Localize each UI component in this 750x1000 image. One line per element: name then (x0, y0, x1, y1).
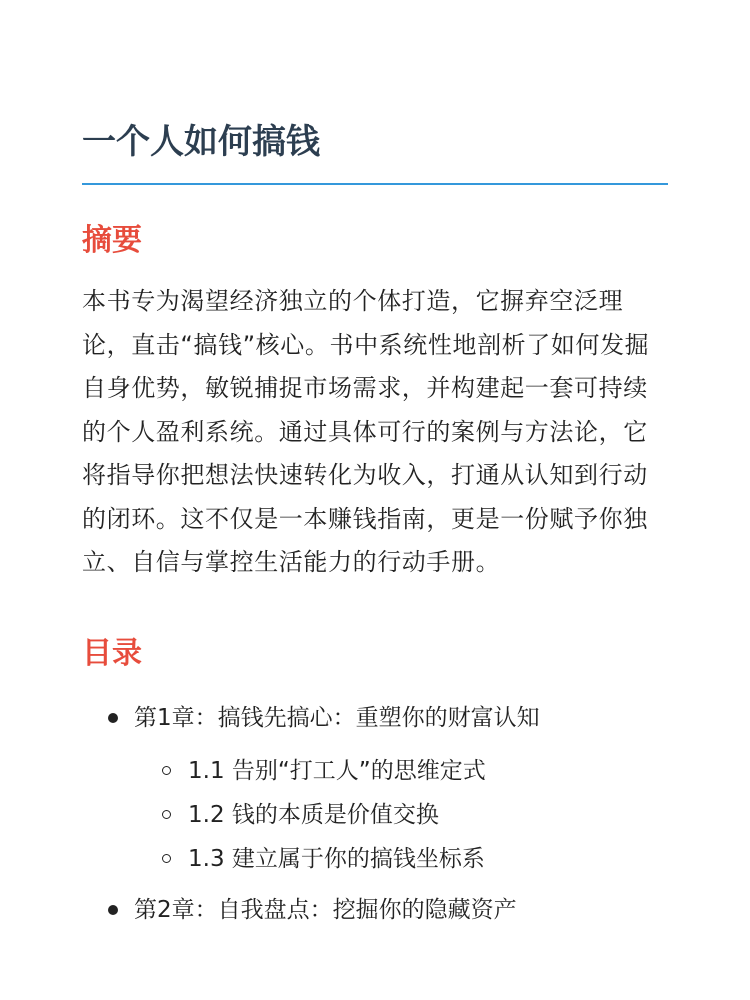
toc-section-item (162, 837, 668, 881)
hollow-bullet-icon (162, 854, 171, 863)
toc-heading: 目录 (82, 636, 142, 671)
hollow-bullet-icon (162, 766, 171, 775)
toc-section-label: 1.3 建立属于你的搞钱坐标系 (188, 846, 485, 872)
hollow-bullet-icon (162, 810, 171, 819)
toc-section-item (162, 793, 668, 837)
toc-chapter-1 (108, 697, 668, 881)
bullet-icon (108, 713, 118, 723)
toc-chapter-2 (108, 889, 668, 931)
summary-paragraph: 本书专为渴望经济独立的个体打造，它摒弃空泛理论，直击“搞钱”核心。书中系统性地剖析了如何发掘自身优势，敏锐捕捉市场需求，并构建起一套可持续的个人盈利系统。通过具体可行的案例与方法论，它将指导你把想法快速转化为收入，打通从认知到行动的闭环。这不仅是一本赚钱指南，更是一份赋予你独立、自信与掌控生活能力的行动手册。 (82, 287, 650, 576)
summary-heading: 摘要 (82, 223, 142, 258)
toc-section-label: 1.2 钱的本质是价值交换 (188, 802, 439, 828)
page-title: 一个人如何搞钱 (82, 122, 320, 162)
table-of-contents (108, 697, 668, 931)
toc-section-label: 1.1 告别“打工人”的思维定式 (188, 758, 486, 784)
toc-chapter-label: 第2章：自我盘点：挖掘你的隐藏资产 (134, 897, 517, 923)
toc-chapter-label: 第1章：搞钱先搞心：重塑你的财富认知 (134, 705, 540, 731)
bullet-icon (108, 905, 118, 915)
toc-section-item (162, 749, 668, 793)
title-underline (82, 183, 668, 185)
toc-section-list (134, 749, 668, 881)
